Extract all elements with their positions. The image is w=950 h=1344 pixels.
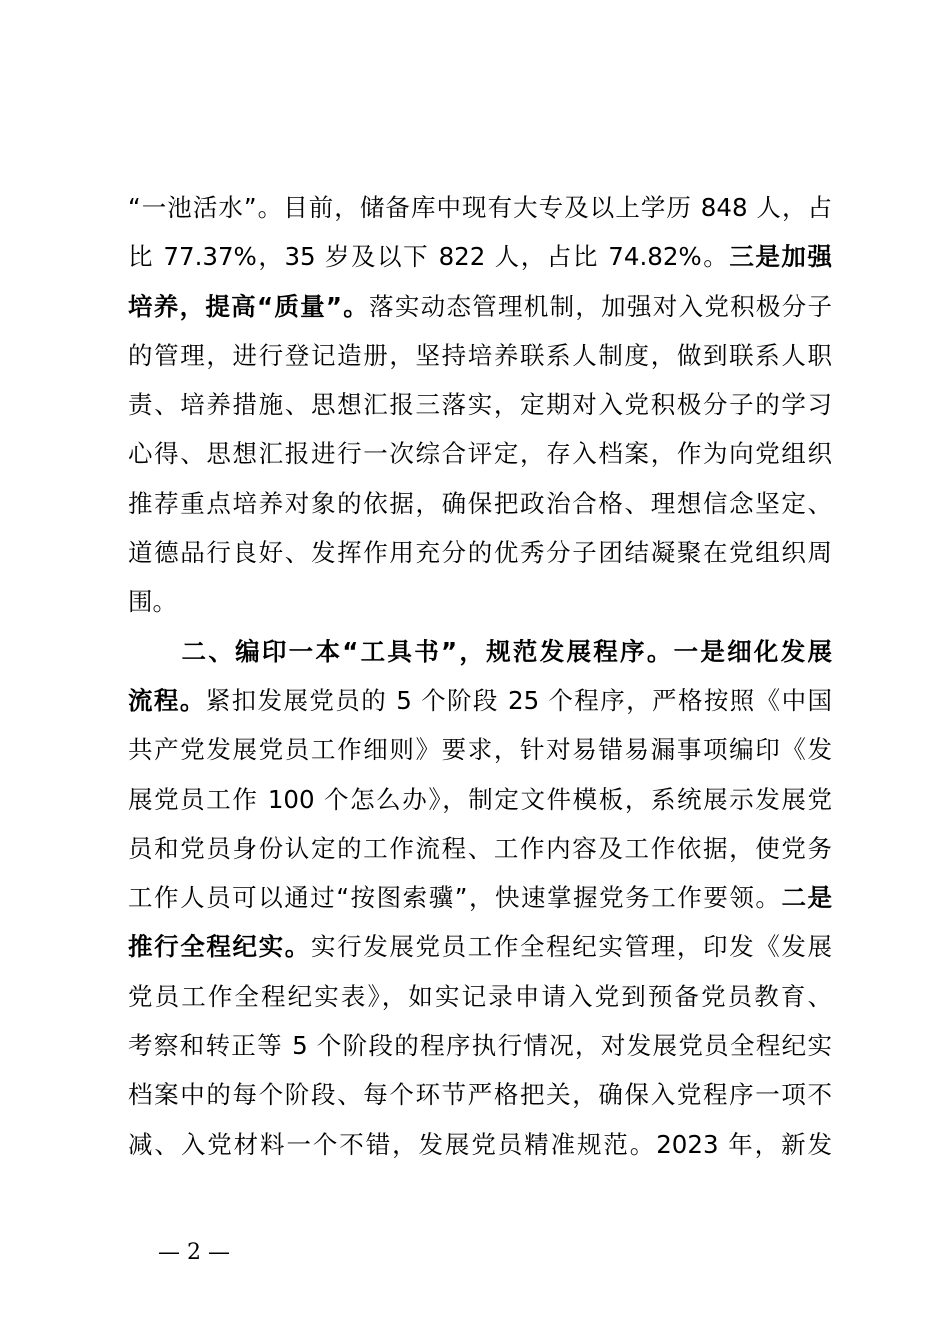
text-run: 工作人员可以通过“按图索骥”，快速掌握党务工作要领。	[128, 883, 782, 913]
text-line: 党员工作全程纪实表》，如实记录申请入党到预备党员教育、	[128, 981, 832, 1011]
text-line: 道德品行良好、发挥作用充分的优秀分子团结凝聚在党组织周	[128, 538, 832, 568]
bold-heading-run: 三是加强	[729, 242, 832, 272]
paragraph-toolbook-procedure	[128, 627, 832, 1169]
text-run: 比 77.37%，35 岁及以下 822 人，占比 74.82%。	[128, 242, 730, 272]
text-line	[128, 873, 832, 922]
section-heading-line	[128, 627, 832, 676]
text-line	[128, 282, 832, 331]
text-line	[128, 232, 832, 281]
page-number: — 2 —	[158, 1240, 230, 1265]
text-line: 心得、思想汇报进行一次综合评定，存入档案，作为向党组织	[128, 439, 832, 469]
text-line: 的管理，进行登记造册，坚持培养联系人制度，做到联系人职	[128, 340, 832, 370]
text-line: 减、入党材料一个不错，发展党员精准规范。2023 年，新发	[128, 1129, 832, 1159]
text-run: 实行发展党员工作全程纪实管理，印发《发展	[310, 932, 833, 962]
text-line: 推荐重点培养对象的依据，确保把政治合格、理想信念坚定、	[128, 488, 832, 518]
text-run: 紧扣发展党员的 5 个阶段 25 个程序，严格按照《中国	[205, 685, 832, 715]
text-line: “一池活水”。目前，储备库中现有大专及以上学历 848 人，占	[128, 193, 832, 222]
text-line: 档案中的每个阶段、每个环节严格把关，确保入党程序一项不	[128, 1080, 832, 1110]
text-line: 展党员工作 100 个怎么办》，制定文件模板，系统展示发展党	[128, 784, 832, 814]
text-line: 责、培养措施、思想汇报三落实，定期对入党积极分子的学习	[128, 390, 832, 420]
text-line	[128, 676, 832, 725]
bold-heading-run: 二是	[781, 883, 832, 913]
text-line: 考察和转正等 5 个阶段的程序执行情况，对发展党员全程纪实	[128, 1031, 832, 1061]
text-line: 围。	[128, 587, 177, 617]
paragraph-party-activist-reserve	[128, 183, 832, 627]
bold-heading-run: 流程。	[128, 685, 206, 715]
text-line	[128, 922, 832, 971]
bold-heading-run: 培养，提高“质量”。	[128, 291, 370, 321]
text-line: 共产党发展党员工作细则》要求，针对易错易漏事项编印《发	[128, 735, 832, 765]
section-heading: 二、编印一本“工具书”，规范发展程序。一是细化发展	[128, 636, 832, 666]
text-line: 员和党员身份认定的工作流程、工作内容及工作依据，使党务	[128, 833, 832, 863]
text-run: 落实动态管理机制，加强对入党积极分子	[369, 291, 832, 321]
document-body	[128, 183, 832, 1169]
bold-heading-run: 推行全程纪实。	[128, 932, 311, 962]
